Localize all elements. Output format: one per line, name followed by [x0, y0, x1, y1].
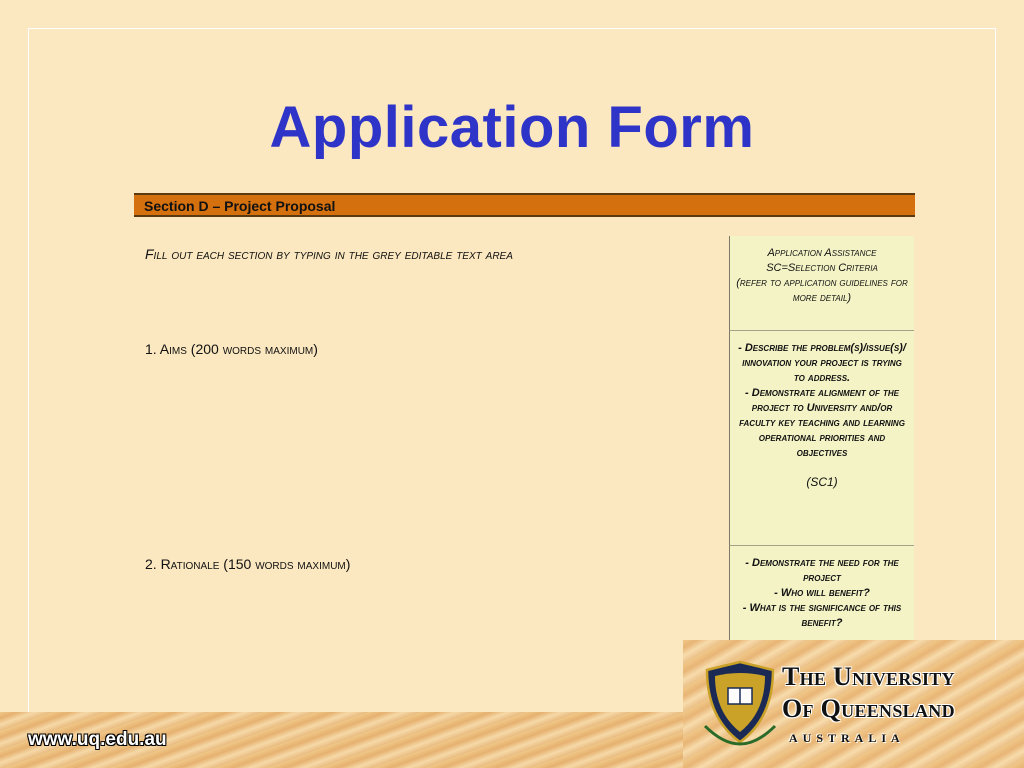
- university-name-line1: The University: [782, 662, 955, 691]
- assistance-header-cell: [729, 236, 914, 331]
- university-name-line2: Of Queensland: [782, 694, 955, 723]
- aims-help-line: - Describe the problem(s)/issue(s)/ innovation your project is trying to address.: [738, 342, 906, 384]
- instructions-text: Fill out each section by typing in the grey editable text area: [145, 246, 513, 262]
- website-url[interactable]: www.uq.edu.au: [28, 729, 167, 750]
- rationale-help-line: - Who will benefit?: [774, 587, 870, 599]
- university-crest-icon: [703, 660, 777, 746]
- rationale-help-line: - What is the significance of this benefit?: [742, 602, 902, 629]
- university-country: AUSTRALIA: [789, 731, 905, 745]
- rationale-field-label: 2. Rationale (150 words maximum): [145, 556, 351, 572]
- section-header-label: Section D – Project Proposal: [144, 198, 336, 214]
- assistance-column: [729, 236, 914, 659]
- page-title: Application Form: [269, 95, 755, 160]
- aims-help-line: - Demonstrate alignment of the project to University and/or faculty key teaching and learning operational priorities and objectives: [739, 387, 905, 459]
- aims-help-cell: [729, 331, 914, 546]
- aims-criteria-code: (SC1): [806, 475, 838, 489]
- aims-field-label: 1. Aims (200 words maximum): [145, 341, 318, 357]
- guidelines-note: (refer to application guidelines for more detail): [736, 277, 908, 304]
- assistance-title: Application Assistance: [767, 247, 877, 259]
- selection-criteria-note: SC=Selection Criteria: [766, 262, 878, 274]
- section-header-bar: [134, 193, 915, 217]
- rationale-help-line: - Demonstrate the need for the project: [745, 557, 899, 584]
